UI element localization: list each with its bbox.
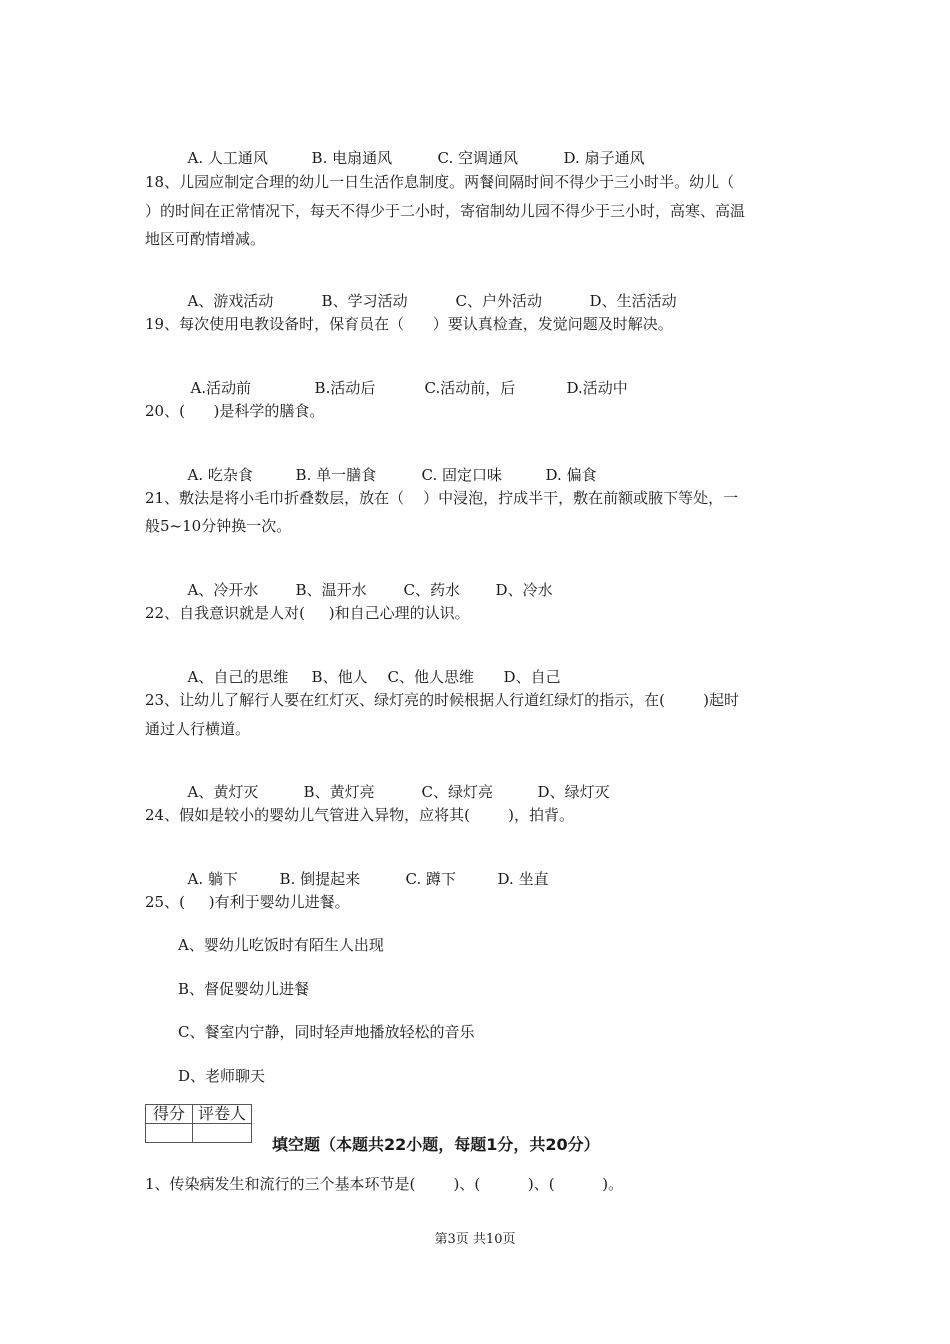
q22-options (178, 647, 561, 687)
question-21-line-1: 21、敷法是将小毛巾折叠数层，放在（ ）中浸泡，拧成半干，敷在前额或腋下等处，一 (145, 489, 739, 507)
question-24: 24、假如是较小的婴幼儿气管进入异物，应将其( )，拍背。 (145, 806, 574, 824)
option: B、他人 (311, 668, 368, 686)
question-23-line-2: 通过人行横道。 (145, 720, 251, 738)
q17-options (178, 128, 645, 168)
question-23-line-1: 23、让幼儿了解行人要在红灯灭、绿灯亮的时候根据人行道红绿灯的指示，在( )起时 (145, 691, 739, 709)
option: B. 倒提起来 (279, 870, 361, 888)
score-cell (146, 1124, 193, 1143)
question-25: 25、( )有利于婴幼儿进餐。 (145, 893, 350, 911)
option: C、绿灯亮 (421, 783, 494, 801)
option: B. 电扇通风 (311, 149, 393, 167)
q25-option-a: A、婴幼儿吃饭时有陌生人出现 (178, 936, 384, 954)
q24-options (178, 849, 549, 889)
option: B.活动后 (314, 379, 376, 397)
option: A、游戏活动 (187, 292, 274, 310)
option: C、药水 (403, 581, 461, 599)
fill-question-1: 1、传染病发生和流行的三个基本环节是( )、( )、( )。 (145, 1175, 624, 1193)
option: C. 空调通风 (437, 149, 519, 167)
option: D、绿灯灭 (537, 783, 610, 801)
option: C、他人思维 (387, 668, 475, 686)
question-22: 22、自我意识就是人对( )和自己心理的认识。 (145, 604, 470, 622)
option: B. 单一膳食 (295, 466, 377, 484)
option: C. 固定口味 (421, 466, 503, 484)
option: A. 人工通风 (187, 149, 268, 167)
option: A、自己的思维 (187, 668, 289, 686)
option: A.活动前 (190, 379, 252, 397)
option: C、户外活动 (455, 292, 543, 310)
grader-cell (193, 1124, 252, 1143)
option: C. 蹲下 (405, 870, 457, 888)
q18-options (178, 271, 677, 311)
option: D. 偏食 (545, 466, 597, 484)
question-20: 20、( )是科学的膳食。 (145, 402, 325, 420)
option: D. 扇子通风 (563, 149, 645, 167)
option: A、黄灯灭 (187, 783, 259, 801)
page-footer: 第3页 共10页 (434, 1232, 516, 1247)
question-19: 19、每次使用电教设备时，保育员在（ ）要认真检查，发觉问题及时解决。 (145, 315, 673, 333)
grader-label: 评卷人 (193, 1105, 252, 1124)
question-18-line-2: ）的时间在正常情况下，每天不得少于二小时，寄宿制幼儿园不得少于三小时，高寒、高温 (145, 202, 746, 220)
option: D、冷水 (495, 581, 553, 599)
q19-options (181, 358, 628, 398)
q23-options (178, 762, 610, 802)
option: D.活动中 (566, 379, 628, 397)
q25-option-d: D、老师聊天 (178, 1067, 266, 1085)
option: B、学习活动 (321, 292, 408, 310)
question-18-line-1: 18、儿园应制定合理的幼儿一日生活作息制度。两餐间隔时间不得少于三小时半。幼儿（ (145, 173, 735, 191)
q21-options (178, 560, 553, 600)
option: A. 躺下 (187, 870, 238, 888)
score-label: 得分 (146, 1105, 193, 1124)
q25-option-c: C、餐室内宁静，同时轻声地播放轻松的音乐 (178, 1023, 475, 1041)
q20-options (178, 445, 597, 485)
q25-option-b: B、督促婴幼儿进餐 (178, 980, 310, 998)
option: D、自己 (503, 668, 561, 686)
option: A. 吃杂食 (187, 466, 253, 484)
option: B、温开水 (295, 581, 367, 599)
option: D. 坐直 (497, 870, 549, 888)
question-18-line-3: 地区可酌情增减。 (145, 230, 266, 248)
score-box (145, 1104, 252, 1143)
question-21-line-2: 般5~10分钟换一次。 (145, 517, 292, 535)
option: A、冷开水 (187, 581, 259, 599)
section-title: 填空题（本题共22小题，每题1分，共20分） (272, 1135, 600, 1154)
option: C.活动前，后 (424, 379, 516, 397)
option: D、生活活动 (589, 292, 677, 310)
option: B、黄灯亮 (303, 783, 375, 801)
